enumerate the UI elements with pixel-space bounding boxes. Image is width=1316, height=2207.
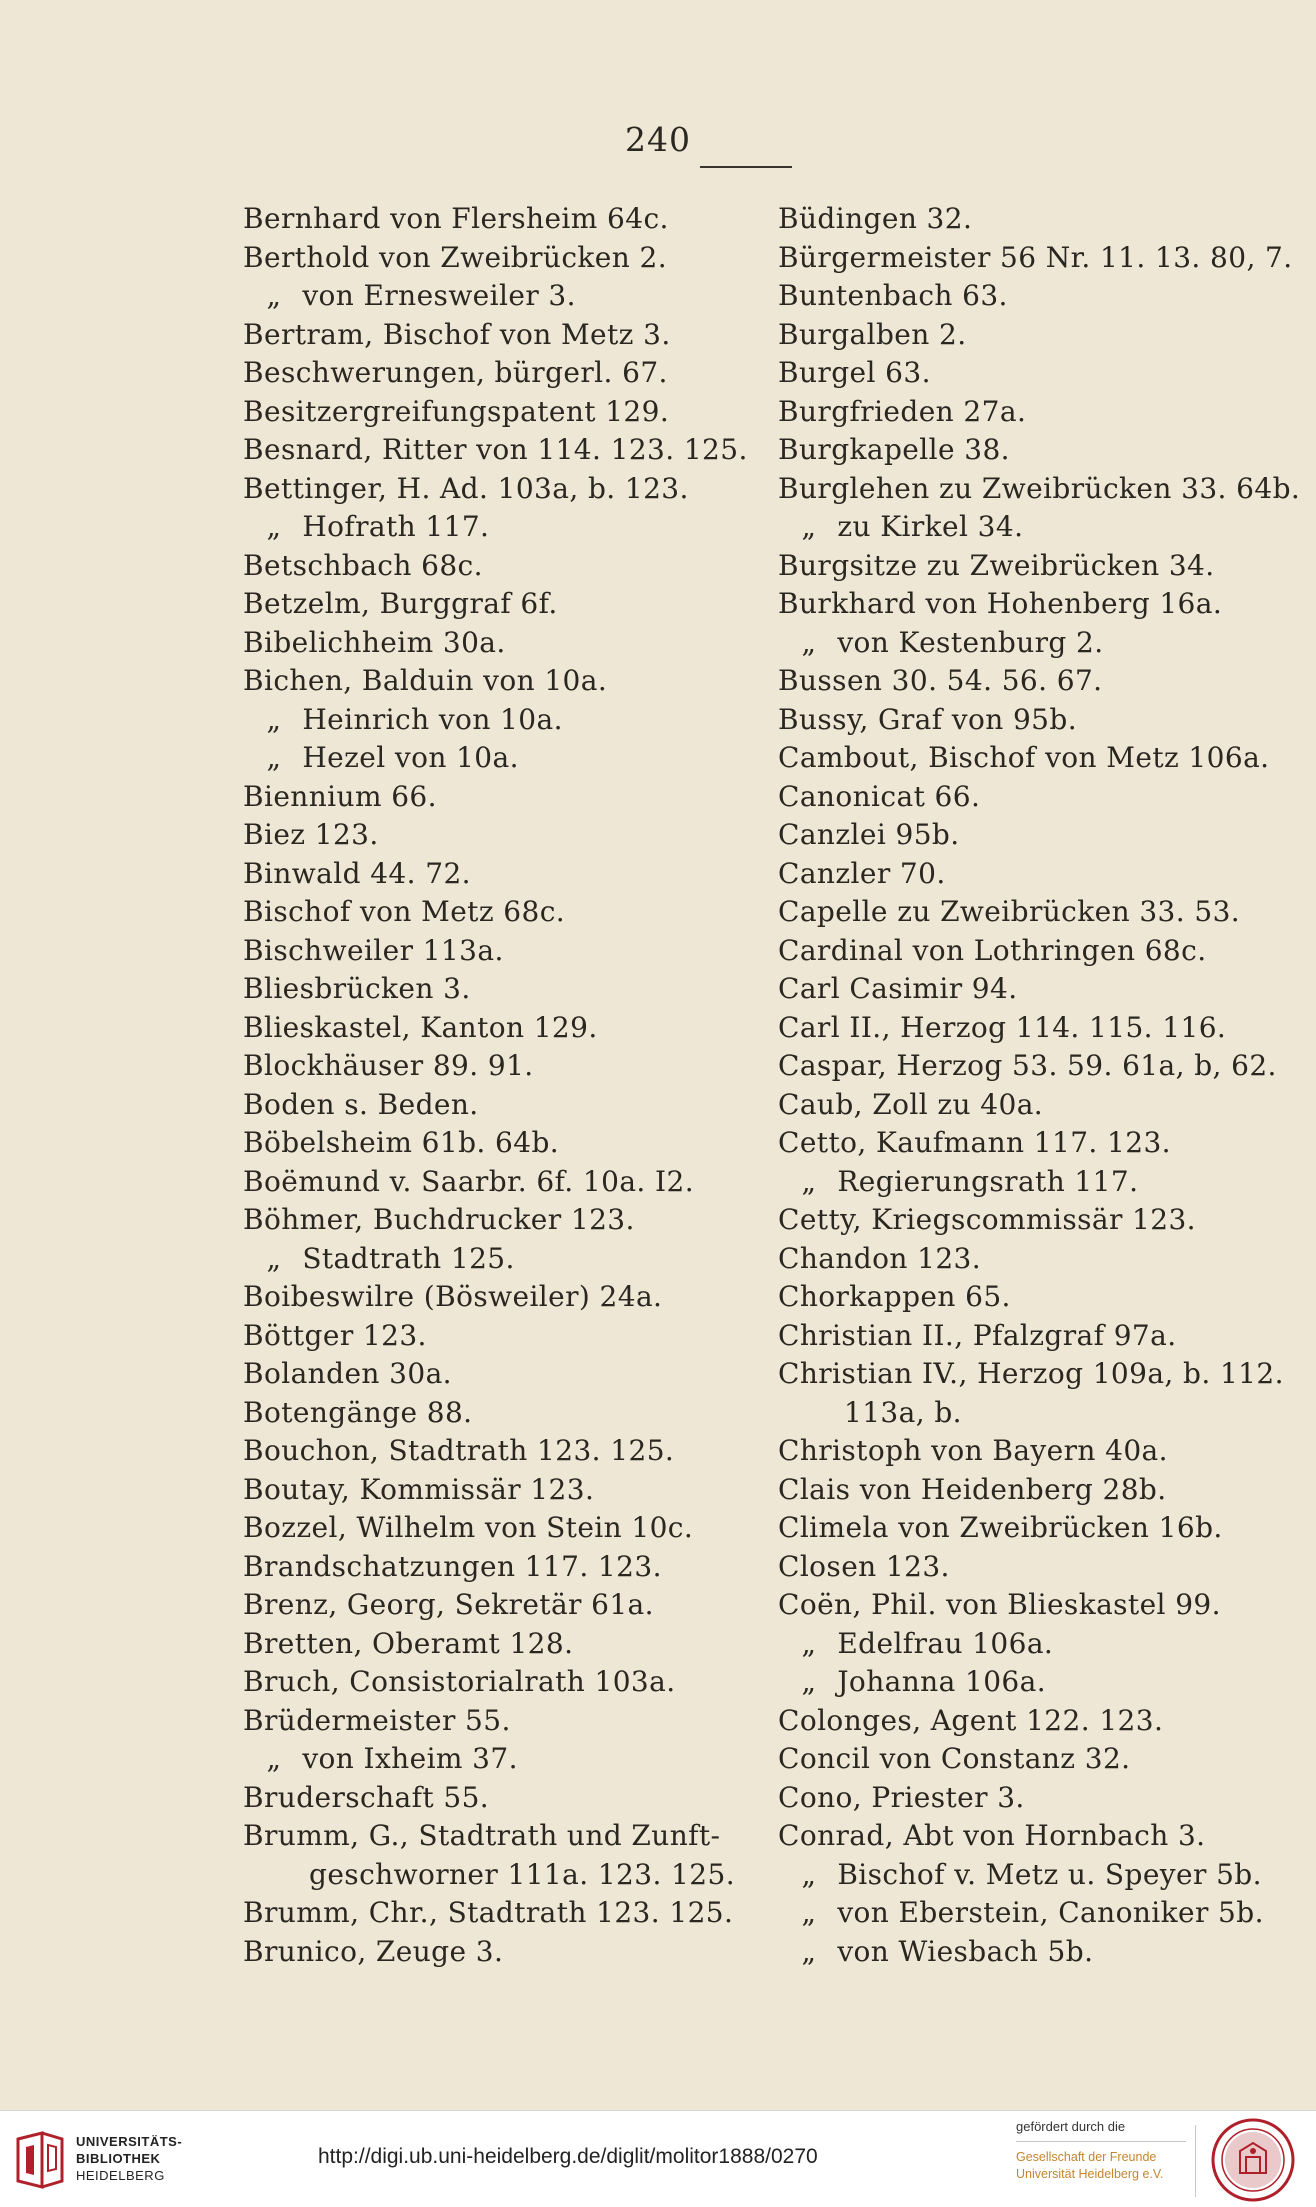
index-entry-text: Bettinger, H. Ad. 103a, b. 123.	[243, 471, 689, 505]
index-entry-text: Boden s. Beden.	[243, 1087, 479, 1121]
index-entry	[778, 1894, 1278, 1933]
index-entry-text: Böhmer, Buchdrucker 123.	[243, 1203, 635, 1236]
index-entry-text: 113a, b.	[844, 1395, 962, 1429]
index-entry	[778, 1779, 1278, 1818]
index-entry-text: Böttger 123.	[243, 1318, 427, 1352]
index-entry-text: Burgel 63.	[778, 356, 931, 389]
index-column-right	[778, 200, 1301, 1971]
index-entry	[243, 1009, 743, 1048]
sponsor-name	[1016, 2149, 1164, 2183]
index-entry-text: Bibelichheim 30a.	[243, 625, 506, 659]
index-entry	[778, 970, 1278, 1009]
index-entry	[778, 1548, 1278, 1587]
index-entry-text: Berthold von Zweibrücken 2.	[243, 240, 668, 274]
index-entry-text: Boibeswilre (Bösweiler) 24a.	[243, 1280, 663, 1313]
index-entry-text: Canzler 70.	[778, 856, 946, 890]
index-entry	[778, 1432, 1278, 1471]
index-entry-text: Clais von Heidenberg 28b.	[778, 1472, 1167, 1506]
permalink-url[interactable]: http://digi.ub.uni-heidelberg.de/diglit/molitor1888/0270	[318, 2145, 818, 2168]
ditto-mark: „	[801, 1665, 817, 1698]
index-entry	[778, 1124, 1278, 1163]
index-entry	[243, 1625, 743, 1664]
library-name	[76, 2133, 182, 2184]
index-entry	[778, 1471, 1278, 1510]
index-entry	[243, 970, 743, 1009]
footer-divider	[1195, 2125, 1196, 2197]
index-entry-text: Brandschatzungen 117. 123.	[243, 1549, 662, 1583]
index-entry	[243, 1933, 743, 1972]
index-entry-text: Bürgermeister 56 Nr. 11. 13. 80, 7.	[778, 240, 1293, 274]
index-entry	[243, 470, 743, 509]
ditto-mark: „	[266, 702, 282, 736]
index-entry-text: Brunico, Zeuge 3.	[243, 1934, 504, 1968]
page-number-rule	[700, 166, 792, 168]
index-entry	[243, 1586, 743, 1625]
index-entry-text: Betzelm, Burggraf 6f.	[243, 587, 558, 620]
index-entry	[243, 508, 743, 547]
index-entry	[243, 1702, 743, 1741]
index-entry	[243, 1355, 743, 1394]
ditto-mark: „	[801, 1934, 817, 1968]
index-entry-text: Christian II., Pfalzgraf 97a.	[778, 1318, 1177, 1352]
index-entry	[243, 701, 743, 740]
library-name-line: HEIDELBERG	[76, 2168, 165, 2183]
index-entry-text: Edelfrau 106a.	[837, 1626, 1054, 1660]
index-entry	[243, 1471, 743, 1510]
index-entry-text: von Ernesweiler 3.	[302, 279, 576, 312]
index-entry-text: zu Kirkel 34.	[837, 510, 1024, 543]
library-logo-icon	[12, 2129, 68, 2191]
viewer-footer	[0, 2110, 1316, 2207]
ditto-mark: „	[266, 741, 282, 774]
index-entry	[778, 624, 1278, 663]
index-entry-text: Cetty, Kriegscommissär 123.	[778, 1203, 1196, 1236]
index-entry	[778, 1355, 1284, 1394]
index-entry	[778, 1009, 1278, 1048]
index-entry-text: Bruch, Consistorialrath 103a.	[243, 1665, 676, 1698]
page-number: 240	[625, 120, 691, 159]
index-entry-text: Hofrath 117.	[302, 510, 490, 543]
ditto-mark: „	[801, 1164, 817, 1198]
index-entry	[243, 393, 743, 432]
index-entry-text: Canonicat 66.	[778, 779, 981, 813]
index-entry	[243, 585, 743, 624]
index-entry-text: Burgkapelle 38.	[778, 433, 1010, 466]
index-entry	[778, 354, 1278, 393]
index-entry-text: von Ixheim 37.	[302, 1742, 518, 1775]
index-entry-text: Bischof von Metz 68c.	[243, 895, 566, 928]
index-entry-text: Burglehen zu Zweibrücken 33. 64b.	[778, 471, 1301, 505]
index-entry	[778, 200, 1278, 239]
index-entry	[778, 1394, 1278, 1433]
index-entry-text: Blieskastel, Kanton 129.	[243, 1010, 598, 1044]
index-entry	[243, 816, 743, 855]
index-entry-text: Botengänge 88.	[243, 1395, 473, 1429]
index-entry	[243, 1240, 743, 1279]
index-entry-text: geschworner 111a. 123. 125.	[309, 1857, 736, 1891]
index-entry-text: Carl Casimir 94.	[778, 972, 1018, 1005]
index-entry-text: Bichen, Balduin von 10a.	[243, 664, 608, 697]
index-entry	[243, 1124, 743, 1163]
index-entry-text: Cetto, Kaufmann 117. 123.	[778, 1126, 1171, 1159]
index-entry-text: Binwald 44. 72.	[243, 856, 471, 890]
index-entry	[243, 1509, 743, 1548]
sponsor-line: Universität Heidelberg e.V.	[1016, 2167, 1164, 2181]
index-entry	[778, 470, 1301, 509]
index-entry-text: Canzlei 95b.	[778, 818, 960, 851]
index-entry	[243, 1201, 743, 1240]
index-entry-text: Burgalben 2.	[778, 317, 967, 351]
index-entry-text: Climela von Zweibrücken 16b.	[778, 1511, 1223, 1544]
index-entry-text: Carl II., Herzog 114. 115. 116.	[778, 1010, 1227, 1044]
index-entry	[778, 1201, 1278, 1240]
index-entry-text: Bolanden 30a.	[243, 1357, 452, 1390]
index-entry-text: Bouchon, Stadtrath 123. 125.	[243, 1434, 675, 1467]
index-entry	[778, 585, 1278, 624]
index-entry	[243, 316, 743, 355]
index-entry	[778, 1856, 1278, 1895]
index-entry	[243, 1856, 743, 1895]
sponsor-intro: gefördert durch die	[1016, 2119, 1126, 2134]
index-entry-text: Capelle zu Zweibrücken 33. 53.	[778, 895, 1241, 928]
index-entry-text: Buntenbach 63.	[778, 279, 1008, 312]
index-entry-text: Büdingen 32.	[778, 202, 973, 235]
index-entry-text: Bliesbrücken 3.	[243, 972, 471, 1005]
index-entry	[778, 1933, 1278, 1972]
index-entry	[778, 701, 1278, 740]
index-entry	[778, 662, 1278, 701]
index-entry	[778, 393, 1278, 432]
index-entry-text: Heinrich von 10a.	[302, 702, 563, 736]
index-entry	[243, 662, 743, 701]
index-entry-text: Christoph von Bayern 40a.	[778, 1434, 1168, 1467]
sponsor-line: Gesellschaft der Freunde	[1016, 2150, 1157, 2164]
index-entry-text: Bertram, Bischof von Metz 3.	[243, 317, 671, 351]
index-entry	[778, 932, 1278, 971]
index-entry	[243, 855, 743, 894]
index-entry-text: Bernhard von Flersheim 64c.	[243, 202, 669, 235]
index-entry	[778, 277, 1278, 316]
index-entry-text: Cardinal von Lothringen 68c.	[778, 933, 1207, 967]
index-entry-text: Bozzel, Wilhelm von Stein 10c.	[243, 1511, 694, 1544]
index-entry-text: Bussen 30. 54. 56. 67.	[778, 664, 1103, 697]
index-entry	[243, 1432, 743, 1471]
index-entry	[243, 1779, 743, 1818]
index-entry	[778, 316, 1278, 355]
index-entry-text: Chandon 123.	[778, 1241, 982, 1275]
index-entry	[778, 778, 1278, 817]
index-entry-text: Closen 123.	[778, 1549, 950, 1583]
index-entry-text: von Kestenburg 2.	[837, 625, 1104, 659]
index-entry-text: Burgsitze zu Zweibrücken 34.	[778, 548, 1215, 582]
ditto-mark: „	[801, 510, 817, 543]
index-entry-text: Besitzergreifungspatent 129.	[243, 394, 670, 428]
index-entry	[243, 1163, 743, 1202]
index-entry-text: Concil von Constanz 32.	[778, 1742, 1131, 1775]
index-entry-text: Coën, Phil. von Blieskastel 99.	[778, 1588, 1221, 1621]
index-entry-text: Besnard, Ritter von 114. 123. 125.	[243, 433, 748, 466]
sponsor-divider	[1016, 2141, 1186, 2142]
index-entry	[243, 1548, 743, 1587]
index-entry-text: Bischweiler 113a.	[243, 933, 504, 967]
index-entry	[243, 1894, 743, 1933]
index-entry-text: Colonges, Agent 122. 123.	[778, 1703, 1164, 1737]
index-entry	[778, 739, 1278, 778]
ditto-mark: „	[801, 625, 817, 659]
index-entry	[778, 1702, 1278, 1741]
index-entry	[778, 508, 1278, 547]
index-entry	[778, 1509, 1278, 1548]
index-entry	[778, 431, 1278, 470]
index-column-left	[243, 200, 748, 1971]
index-entry-text: Christian IV., Herzog 109a, b. 112.	[778, 1357, 1284, 1390]
index-entry	[243, 1278, 743, 1317]
index-entry	[778, 893, 1278, 932]
index-entry-text: Caspar, Herzog 53. 59. 61a, b, 62.	[778, 1049, 1277, 1082]
index-entry-text: Blockhäuser 89. 91.	[243, 1049, 534, 1082]
index-entry	[778, 1317, 1278, 1356]
index-entry-text: Bischof v. Metz u. Speyer 5b.	[837, 1857, 1262, 1891]
index-entry-text: Chorkappen 65.	[778, 1280, 1011, 1313]
library-name-line: UNIVERSITÄTS-	[76, 2134, 183, 2149]
index-entry	[778, 1663, 1278, 1702]
index-entry-text: Bussy, Graf von 95b.	[778, 702, 1078, 736]
index-entry-text: Stadtrath 125.	[302, 1241, 515, 1275]
index-entry	[243, 200, 743, 239]
index-entry	[778, 239, 1293, 278]
index-entry-text: Brenz, Georg, Sekretär 61a.	[243, 1588, 654, 1621]
index-entry	[778, 1047, 1278, 1086]
ditto-mark: „	[266, 279, 282, 312]
library-name-line: BIBLIOTHEK	[76, 2151, 161, 2166]
index-entry	[243, 1317, 743, 1356]
index-entry	[243, 932, 743, 971]
index-entry	[243, 893, 743, 932]
index-entry	[243, 354, 743, 393]
ditto-mark: „	[801, 1626, 817, 1660]
index-entry-text: Bruderschaft 55.	[243, 1780, 490, 1814]
index-entry-text: Cono, Priester 3.	[778, 1780, 1025, 1814]
index-entry-text: Burgfrieden 27a.	[778, 394, 1027, 428]
index-entry	[243, 431, 748, 470]
university-seal-icon	[1210, 2117, 1296, 2203]
index-entry-text: von Eberstein, Canoniker 5b.	[837, 1896, 1264, 1929]
index-entry-text: Boëmund v. Saarbr. 6f. 10a. I2.	[243, 1164, 695, 1198]
index-entry	[778, 1278, 1278, 1317]
index-entry	[778, 1240, 1278, 1279]
index-entry-text: Johanna 106a.	[837, 1665, 1047, 1698]
index-entry-text: Cambout, Bischof von Metz 106a.	[778, 741, 1270, 774]
ditto-mark: „	[801, 1896, 817, 1929]
index-entry-text: Caub, Zoll zu 40a.	[778, 1087, 1044, 1121]
index-entry-text: von Wiesbach 5b.	[837, 1934, 1094, 1968]
index-entry	[243, 1047, 743, 1086]
index-entry	[243, 1740, 743, 1779]
index-entry-text: Biez 123.	[243, 818, 379, 851]
index-entry	[243, 1394, 743, 1433]
index-entry	[243, 624, 743, 663]
index-entry	[778, 855, 1278, 894]
ditto-mark: „	[801, 1857, 817, 1891]
index-entry	[778, 1163, 1278, 1202]
index-entry	[778, 816, 1278, 855]
index-entry	[243, 1817, 743, 1856]
index-entry	[778, 1625, 1278, 1664]
index-entry	[243, 778, 743, 817]
index-entry-text: Hezel von 10a.	[302, 741, 519, 774]
index-entry-text: Burkhard von Hohenberg 16a.	[778, 587, 1223, 620]
index-entry	[243, 277, 743, 316]
index-entry	[243, 1086, 743, 1125]
index-entry	[778, 1586, 1278, 1625]
index-entry-text: Biennium 66.	[243, 779, 437, 813]
index-entry-text: Brüdermeister 55.	[243, 1703, 511, 1737]
index-entry-text: Bretten, Oberamt 128.	[243, 1626, 574, 1660]
index-entry	[778, 1817, 1278, 1856]
index-entry-text: Brumm, G., Stadtrath und Zunft-	[243, 1819, 721, 1852]
index-entry-text: Conrad, Abt von Hornbach 3.	[778, 1819, 1206, 1852]
index-entry-text: Beschwerungen, bürgerl. 67.	[243, 356, 668, 389]
index-entry-text: Betschbach 68c.	[243, 548, 483, 582]
index-entry-text: Brumm, Chr., Stadtrath 123. 125.	[243, 1896, 734, 1929]
index-entry-text: Böbelsheim 61b. 64b.	[243, 1126, 560, 1159]
index-entry-text: Boutay, Kommissär 123.	[243, 1472, 595, 1506]
index-entry	[243, 239, 743, 278]
ditto-mark: „	[266, 510, 282, 543]
index-entry	[778, 547, 1278, 586]
index-entry-text: Regierungsrath 117.	[837, 1164, 1139, 1198]
ditto-mark: „	[266, 1241, 282, 1275]
index-entry	[243, 739, 743, 778]
index-entry	[778, 1086, 1278, 1125]
index-entry	[778, 1740, 1278, 1779]
index-entry	[243, 547, 743, 586]
ditto-mark: „	[266, 1742, 282, 1775]
index-entry	[243, 1663, 743, 1702]
